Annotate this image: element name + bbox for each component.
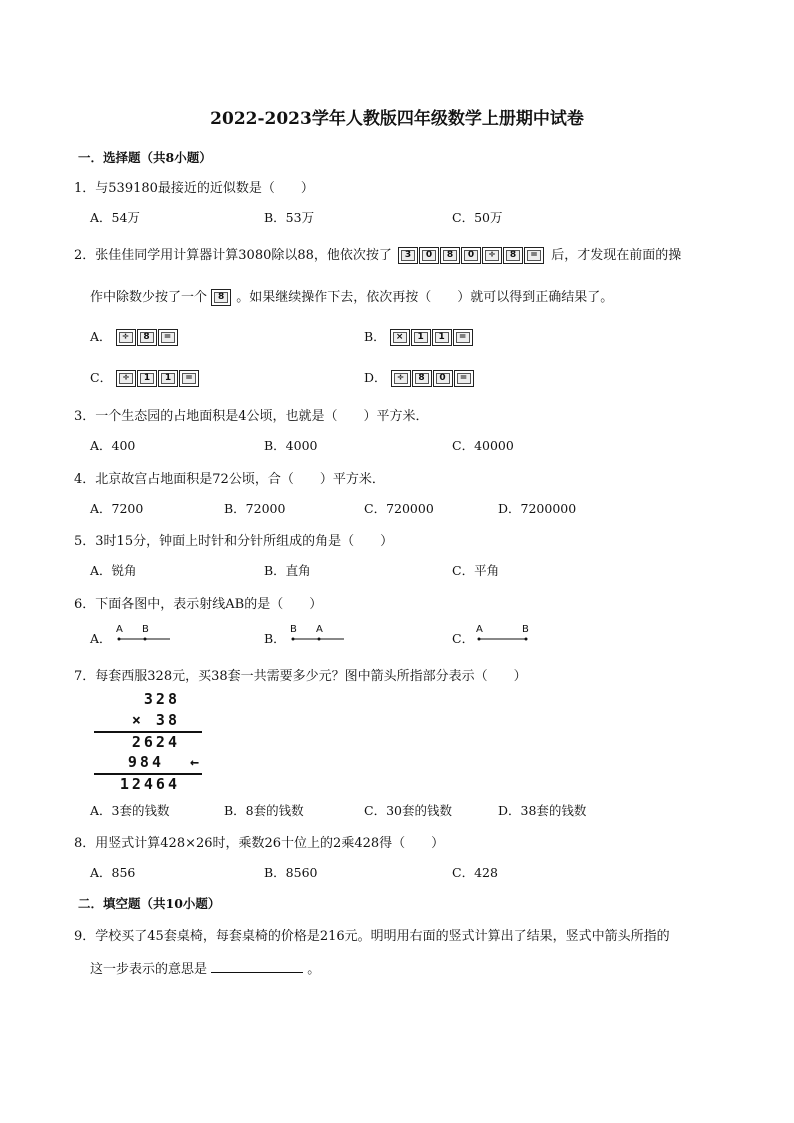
q7-option-a[interactable]: A．3套的钱数: [90, 803, 170, 818]
q2-pressed-keys: [398, 247, 545, 264]
calc-key-missing: 8: [211, 289, 231, 306]
q7-option-c[interactable]: C．30套的钱数: [364, 803, 452, 818]
calc-key: =: [158, 329, 178, 346]
calc-key: ÷: [482, 247, 502, 264]
ray-a-line: [114, 634, 174, 644]
question-6: 6．下面各图中，表示射线AB的是（ ）: [74, 597, 323, 612]
q2-option-c-label: C．: [90, 370, 113, 385]
q7-option-b[interactable]: B．8套的钱数: [224, 803, 304, 818]
q2-text-part2: 后，才发现在前面的操: [551, 248, 682, 263]
calc-key: 1: [158, 370, 178, 387]
q4-option-b[interactable]: B．72000: [224, 501, 286, 516]
calc-multiplicand: 328: [143, 690, 180, 708]
point-label: B: [522, 624, 529, 635]
calc-key: ÷: [116, 329, 136, 346]
calc-key: 1: [137, 370, 157, 387]
q2-option-d[interactable]: [364, 368, 475, 387]
calc-key: 0: [433, 370, 453, 387]
q6-option-c-label: C．: [452, 631, 475, 646]
ray-figure-c: [474, 624, 536, 648]
calc-multiplier: × 38: [131, 711, 180, 729]
q2-option-c-keys: [116, 370, 200, 387]
q3-option-c[interactable]: C．40000: [452, 438, 514, 453]
calc-partial-1: 2624: [131, 733, 180, 751]
q8-option-b[interactable]: B．8560: [264, 865, 318, 880]
calc-key: =: [454, 370, 474, 387]
question-3: 3．一个生态园的占地面积是4公顷，也就是（ ）平方米．: [74, 409, 429, 424]
q1-option-b[interactable]: B．53万: [264, 210, 315, 225]
point-label: B: [142, 624, 149, 635]
calc-key: =: [453, 329, 473, 346]
calc-key: ×: [390, 329, 410, 346]
q9-text-part2: 这一步表示的意思是: [90, 962, 208, 977]
q6-option-b-label: B．: [264, 631, 286, 646]
point-label: A: [476, 624, 483, 635]
question-9-line1: 9．学校买了45套桌椅，每套桌椅的价格是216元。明明用右面的竖式计算出了结果，竖式中箭头所指的: [74, 929, 670, 944]
vertical-multiplication: [88, 690, 208, 794]
calc-key: ÷: [391, 370, 411, 387]
q6-option-a-label: A．: [90, 631, 112, 646]
question-9-line2: [90, 958, 320, 977]
q1-option-a[interactable]: A．54万: [90, 210, 140, 225]
section-fill-heading: 二．填空题（共10小题）: [78, 896, 221, 911]
q4-option-a[interactable]: A．7200: [90, 501, 144, 516]
q9-answer-blank[interactable]: [211, 960, 303, 973]
question-7: 7．每套西服328元，买38套一共需要多少元？图中箭头所指部分表示（ ）: [74, 669, 527, 684]
question-2-line2: [90, 286, 613, 306]
q2-option-b-keys: [390, 329, 474, 346]
calc-key: =: [179, 370, 199, 387]
q2-option-b[interactable]: [364, 327, 474, 346]
point-label: B: [290, 624, 297, 635]
arrow-icon: ←: [189, 753, 202, 771]
question-8: 8．用竖式计算428×26时，乘数26十位上的2乘428得（ ）: [74, 836, 445, 851]
q9-text-part3: 。: [307, 962, 321, 977]
q2-text-part1: 2．张佳佳同学用计算器计算3080除以88，他依次按了: [74, 248, 392, 263]
ray-figure-a: [114, 624, 174, 648]
calc-key: 0: [461, 247, 481, 264]
q1-option-c[interactable]: C．50万: [452, 210, 503, 225]
page-title: 2022-2023学年人教版四年级数学上册期中试卷: [210, 109, 584, 129]
q4-option-c[interactable]: C．720000: [364, 501, 434, 516]
question-4: 4．北京故宫占地面积是72公顷，合（ ）平方米．: [74, 472, 385, 487]
ray-figure-b: [288, 624, 348, 648]
q4-option-d[interactable]: D．7200000: [498, 501, 577, 516]
question-2-line1: [74, 244, 681, 264]
q2-option-a[interactable]: [90, 327, 179, 346]
question-5: 5．3时15分，钟面上时针和分针所组成的角是（ ）: [74, 534, 394, 549]
q2-option-a-label: A．: [90, 329, 112, 344]
q5-option-a[interactable]: A．锐角: [90, 563, 137, 578]
calc-key: 8: [440, 247, 460, 264]
q8-option-c[interactable]: C．428: [452, 865, 498, 880]
q2-text-part4: 。如果继续操作下去，依次再按（ ）就可以得到正确结果了。: [236, 290, 614, 305]
section-choice-heading: 一．选择题（共8小题）: [78, 150, 212, 165]
q2-option-b-label: B．: [364, 329, 386, 344]
q5-option-c[interactable]: C．平角: [452, 563, 500, 578]
q7-option-d[interactable]: D．38套的钱数: [498, 803, 587, 818]
ray-c-line: [474, 634, 536, 644]
calc-key: 1: [411, 329, 431, 346]
q2-option-d-keys: [391, 370, 475, 387]
calc-product: 12464: [119, 775, 180, 793]
q8-option-a[interactable]: A．856: [90, 865, 136, 880]
calc-key: 3: [398, 247, 418, 264]
calc-key: =: [524, 247, 544, 264]
calc-key: 1: [432, 329, 452, 346]
q3-option-a[interactable]: A．400: [90, 438, 136, 453]
calc-key: 0: [419, 247, 439, 264]
point-label: A: [116, 624, 123, 635]
q2-option-a-keys: [116, 329, 179, 346]
calc-partial-2: 984: [127, 753, 164, 771]
calc-key: 8: [503, 247, 523, 264]
question-1: 1．与539180最接近的近似数是（ ）: [74, 181, 314, 196]
q2-option-c[interactable]: [90, 368, 200, 387]
q2-text-part3: 作中除数少按了一个: [90, 290, 208, 305]
ray-b-line: [288, 634, 348, 644]
calc-key: 8: [137, 329, 157, 346]
calc-key: ÷: [116, 370, 136, 387]
q3-option-b[interactable]: B．4000: [264, 438, 318, 453]
q6-option-b[interactable]: [264, 629, 286, 647]
q5-option-b[interactable]: B．直角: [264, 563, 311, 578]
q6-option-c[interactable]: [452, 629, 474, 647]
q2-option-d-label: D．: [364, 370, 387, 385]
calc-key: 8: [412, 370, 432, 387]
point-label: A: [316, 624, 323, 635]
q6-option-a[interactable]: [90, 629, 112, 647]
